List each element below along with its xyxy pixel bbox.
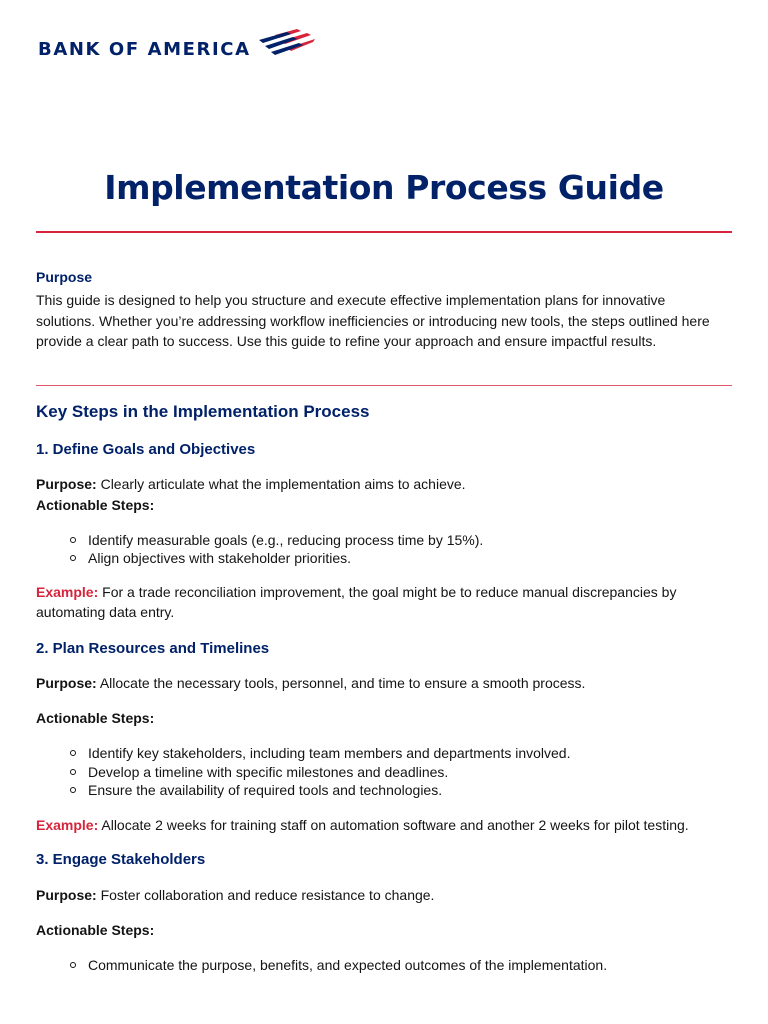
purpose-line: This guide is designed to help you structure and execute effective implementation plans for innovative bbox=[36, 292, 666, 308]
step-2-purpose bbox=[36, 673, 736, 693]
purpose-text: Foster collaboration and reduce resistance to change. bbox=[100, 887, 435, 903]
purpose-text: Allocate the necessary tools, personnel, and time to ensure a smooth process. bbox=[99, 675, 586, 691]
actionable-steps-label: Actionable Steps: bbox=[36, 710, 155, 726]
bullet-icon bbox=[70, 537, 76, 543]
step-1-heading: 1. Define Goals and Objectives bbox=[36, 441, 256, 458]
key-steps-heading: Key Steps in the Implementation Process bbox=[36, 402, 370, 421]
actionable-steps-label: Actionable Steps: bbox=[36, 922, 155, 938]
step-1-purpose bbox=[36, 474, 736, 494]
bullet-icon bbox=[70, 769, 76, 775]
step-2-example bbox=[36, 815, 736, 835]
purpose-label: Purpose: bbox=[36, 476, 97, 492]
purpose-paragraph bbox=[36, 290, 736, 352]
list-item bbox=[70, 956, 607, 975]
list-item-text: Align objectives with stakeholder priorities. bbox=[88, 550, 352, 566]
bank-logo bbox=[38, 41, 315, 59]
list-item-text: Communicate the purpose, benefits, and expected outcomes of the implementation. bbox=[88, 957, 608, 973]
actionable-steps-label: Actionable Steps: bbox=[36, 497, 155, 513]
list-item bbox=[70, 531, 483, 550]
purpose-text: Clearly articulate what the implementation aims to achieve. bbox=[100, 476, 466, 492]
example-text: automating data entry. bbox=[36, 604, 175, 620]
logo-wordmark: BANK OF AMERICA bbox=[38, 39, 251, 60]
step-3-heading: 3. Engage Stakeholders bbox=[36, 851, 206, 868]
purpose-heading: Purpose bbox=[36, 269, 93, 285]
list-item bbox=[70, 549, 351, 568]
example-label: Example: bbox=[36, 817, 99, 833]
purpose-label: Purpose: bbox=[36, 675, 97, 691]
bullet-icon bbox=[70, 962, 76, 968]
section-divider bbox=[36, 385, 732, 386]
list-item-text: Identify measurable goals (e.g., reducing process time by 15%). bbox=[88, 532, 484, 548]
list-item bbox=[70, 763, 448, 782]
purpose-label: Purpose: bbox=[36, 887, 97, 903]
list-item-text: Develop a timeline with specific milestones and deadlines. bbox=[88, 764, 449, 780]
page-title: Implementation Process Guide bbox=[104, 168, 664, 207]
step-2-heading: 2. Plan Resources and Timelines bbox=[36, 640, 270, 657]
list-item bbox=[70, 744, 570, 763]
list-item-text: Ensure the availability of required tools and technologies. bbox=[88, 782, 443, 798]
bullet-icon bbox=[70, 555, 76, 561]
bullet-icon bbox=[70, 787, 76, 793]
example-text: Allocate 2 weeks for training staff on automation software and another 2 weeks for pilot testing. bbox=[101, 817, 689, 833]
purpose-line: provide a clear path to success. Use this guide to refine your approach and ensure impactful results. bbox=[36, 333, 657, 349]
list-item bbox=[70, 781, 442, 800]
bullet-icon bbox=[70, 750, 76, 756]
step-3-purpose bbox=[36, 885, 736, 905]
purpose-line: solutions. Whether you’re addressing workflow inefficiencies or introducing new tools, the steps outlined here bbox=[36, 312, 710, 329]
list-item-text: Identify key stakeholders, including team members and departments involved. bbox=[88, 745, 571, 761]
title-divider bbox=[36, 231, 732, 233]
example-label: Example: bbox=[36, 584, 99, 600]
example-text: For a trade reconciliation improvement, the goal might be to reduce manual discrepancies by bbox=[102, 584, 677, 600]
flag-icon bbox=[257, 29, 315, 59]
step-1-example bbox=[36, 582, 736, 622]
